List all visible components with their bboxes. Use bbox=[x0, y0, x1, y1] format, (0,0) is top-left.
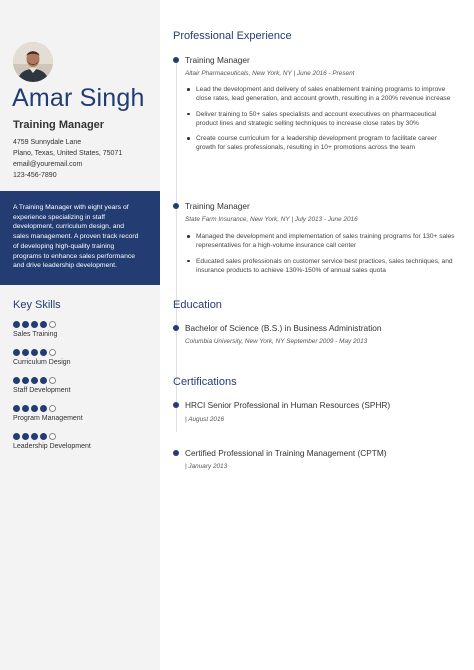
skill-label: Program Management bbox=[13, 415, 83, 422]
avatar bbox=[13, 42, 53, 82]
skill-item bbox=[13, 433, 91, 450]
job-bullets bbox=[185, 232, 455, 281]
summary-line: experience specializing in staff bbox=[13, 213, 106, 221]
job-title: Training Manager bbox=[185, 55, 250, 65]
skill-label: Curriculum Design bbox=[13, 359, 71, 366]
rating-dot-filled bbox=[31, 321, 38, 328]
summary-line: of developing high-quality training bbox=[13, 242, 115, 250]
job-marker-icon bbox=[173, 203, 179, 209]
job-bullets bbox=[185, 85, 455, 159]
rating-dot-empty bbox=[49, 377, 56, 384]
rating-dot-filled bbox=[40, 433, 47, 440]
summary-text bbox=[13, 203, 153, 271]
rating-dot-empty bbox=[49, 321, 56, 328]
summary-line: A Training Manager with eight years of bbox=[13, 204, 129, 211]
job-title: Training Manager bbox=[185, 201, 250, 211]
contact-block bbox=[13, 137, 122, 181]
certification-name: HRCI Senior Professional in Human Resources (SPHR) bbox=[185, 400, 391, 410]
rating-dot-filled bbox=[13, 377, 20, 384]
summary-line: sales management. A proven track record bbox=[13, 233, 139, 241]
certifications-title: Certifications bbox=[173, 376, 237, 388]
skill-item bbox=[13, 405, 83, 422]
rating-dot-empty bbox=[49, 349, 56, 356]
certification-marker-icon bbox=[173, 450, 179, 456]
rating-dot-filled bbox=[22, 405, 29, 412]
experience-title: Professional Experience bbox=[173, 30, 292, 42]
candidate-name: Amar Singh bbox=[12, 84, 145, 112]
address-line-2: Plano, Texas, United States, 75071 bbox=[13, 150, 123, 157]
education-meta: Columbia University, New York, NY September 2009 - May 2013 bbox=[185, 338, 368, 345]
rating-dot-filled bbox=[31, 405, 38, 412]
rating-dot-filled bbox=[22, 321, 29, 328]
job-meta: State Farm Insurance, New York, NY | July 2013 - June 2016 bbox=[185, 216, 358, 223]
rating-dot-filled bbox=[13, 433, 20, 440]
rating-dot-empty bbox=[49, 433, 56, 440]
certification-name: Certified Professional in Training Management (CPTM) bbox=[185, 448, 387, 458]
job-bullet: Create course curriculum for a leadership development program to facilitate career growth for sales professionals, resulting in 10+ promotions across the team bbox=[185, 134, 455, 153]
skill-rating bbox=[13, 321, 57, 328]
rating-dot-filled bbox=[40, 377, 47, 384]
profile-photo-icon bbox=[13, 42, 53, 82]
skill-item bbox=[13, 321, 57, 338]
phone[interactable]: 123-456-7890 bbox=[13, 172, 57, 179]
rating-dot-filled bbox=[22, 433, 29, 440]
summary-line: programs to enhance sales performance bbox=[13, 252, 136, 260]
job-marker-icon bbox=[173, 57, 179, 63]
skill-item bbox=[13, 377, 70, 394]
skill-rating bbox=[13, 405, 83, 412]
education-marker-icon bbox=[173, 325, 179, 331]
summary-line: and drive leadership development. bbox=[13, 262, 117, 270]
rating-dot-filled bbox=[13, 349, 20, 356]
certification-marker-icon bbox=[173, 402, 179, 408]
rating-dot-filled bbox=[22, 349, 29, 356]
rating-dot-filled bbox=[31, 349, 38, 356]
education-degree: Bachelor of Science (B.S.) in Business Administration bbox=[185, 323, 382, 333]
skill-label: Leadership Development bbox=[13, 443, 91, 450]
job-bullet: Educated sales professionals on customer service best practices, sales techniques, and insurance products to achieve 130%-150% of annual sales quota bbox=[185, 257, 455, 276]
rating-dot-filled bbox=[40, 321, 47, 328]
rating-dot-empty bbox=[49, 405, 56, 412]
skill-rating bbox=[13, 349, 71, 356]
rating-dot-filled bbox=[31, 377, 38, 384]
job-bullet: Managed the development and implementation of sales training programs for 130+ sales representatives for a high-volume insurance call center bbox=[185, 232, 455, 251]
summary-line: development, curriculum design, and bbox=[13, 223, 125, 231]
skill-label: Staff Development bbox=[13, 387, 71, 394]
education-title: Education bbox=[173, 299, 222, 311]
certification-date: | August 2016 bbox=[185, 416, 225, 423]
skill-rating bbox=[13, 433, 91, 440]
job-bullet: Lead the development and delivery of sales enablement training programs to improve close rates, lead generation, and account growth, resulting in a 200% revenue increase bbox=[185, 85, 455, 104]
rating-dot-filled bbox=[31, 433, 38, 440]
skill-item bbox=[13, 349, 71, 366]
rating-dot-filled bbox=[13, 321, 20, 328]
candidate-role: Training Manager bbox=[13, 119, 105, 131]
skills-title: Key Skills bbox=[13, 299, 61, 311]
skill-rating bbox=[13, 377, 70, 384]
rating-dot-filled bbox=[40, 349, 47, 356]
job-meta: Altair Pharmaceuticals, New York, NY | June 2016 - Present bbox=[185, 70, 355, 77]
certification-date: | January 2013 bbox=[185, 463, 228, 470]
rating-dot-filled bbox=[13, 405, 20, 412]
rating-dot-filled bbox=[40, 405, 47, 412]
address-line-1: 4759 Sunnydale Lane bbox=[13, 139, 82, 146]
email[interactable]: email@youremail.com bbox=[13, 161, 83, 168]
rating-dot-filled bbox=[22, 377, 29, 384]
job-bullet: Deliver training to 50+ sales specialists and account executives on pharmaceutical product lines and strategic selling techniques to increase close rates by 30% bbox=[185, 110, 455, 129]
skill-label: Sales Training bbox=[13, 331, 58, 338]
